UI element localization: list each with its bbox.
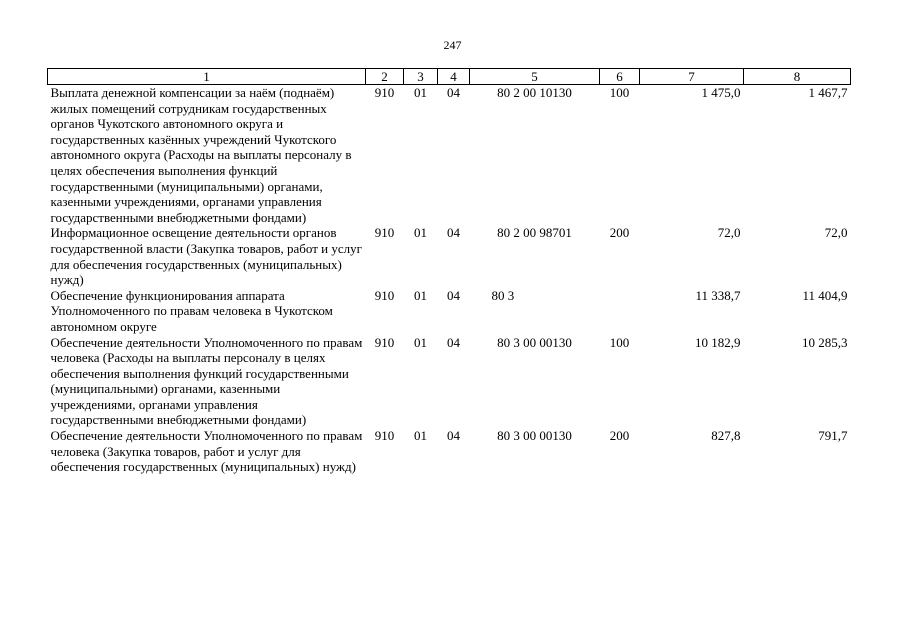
row-amount-col8: 11 404,9: [802, 287, 848, 303]
row-description: Информационное освещение деятельности органов государственной власти (Закупка товаров, работ и услуг для обеспечения государственных (муниципальных) нужд): [50, 225, 362, 288]
row-ministry-code: 910: [374, 225, 395, 241]
row-amount-col8: 10 285,3: [802, 334, 848, 350]
row-section-code: 01: [414, 287, 427, 303]
table-row: [48, 428, 851, 475]
row-target-article: 80 3 00 00130: [497, 334, 572, 350]
table-row: [48, 85, 851, 226]
column-header: 1: [48, 69, 366, 85]
row-subsection-code: 04: [447, 428, 460, 444]
column-header: 6: [600, 69, 640, 85]
column-header: 8: [744, 69, 851, 85]
column-header: 4: [438, 69, 470, 85]
row-subsection-code: 04: [447, 85, 460, 100]
row-section-code: 01: [414, 85, 427, 100]
row-amount-col8: 1 467,7: [808, 85, 848, 100]
row-expense-type: 100: [609, 334, 630, 350]
row-description: Обеспечение деятельности Уполномоченного по правам человека (Расходы на выплаты персоналу в целях обеспечения выполнения функций государственными (муниципальными) органами, казенными учреждениями, органами управления государственными внебюджетными фондами): [50, 334, 363, 428]
budget-table: [47, 68, 851, 475]
row-ministry-code: 910: [374, 334, 395, 350]
row-amount-col7: 10 182,9: [695, 334, 741, 350]
column-header: 3: [404, 69, 438, 85]
row-target-article: 80 3 00 00130: [497, 428, 572, 444]
page-number: 247: [443, 38, 462, 52]
row-description: Обеспечение деятельности Уполномоченного по правам человека (Закупка товаров, работ и услуг для обеспечения государственных (муниципальных) нужд): [50, 428, 363, 475]
row-amount-col7: 1 475,0: [701, 85, 741, 100]
row-subsection-code: 04: [447, 287, 460, 303]
row-expense-type: 200: [609, 225, 630, 241]
row-amount-col8: 72,0: [824, 225, 848, 241]
row-amount-col8: 791,7: [818, 428, 848, 444]
row-target-article: 80 3: [491, 287, 515, 303]
row-target-article: 80 2 00 10130: [497, 85, 572, 100]
column-header: 7: [640, 69, 744, 85]
row-amount-col7: 72,0: [717, 225, 741, 241]
header-row: [48, 69, 851, 85]
row-ministry-code: 910: [374, 428, 395, 444]
column-header: 2: [366, 69, 404, 85]
row-subsection-code: 04: [447, 334, 460, 350]
row-ministry-code: 910: [374, 85, 395, 100]
row-section-code: 01: [414, 334, 427, 350]
row-description: Обеспечение функционирования аппарата Уполномоченного по правам человека в Чукотском автономном округе: [50, 287, 333, 334]
row-expense-type: 200: [609, 428, 630, 444]
row-ministry-code: 910: [374, 287, 395, 303]
table-row: [48, 225, 851, 287]
row-amount-col7: 11 338,7: [695, 287, 741, 303]
row-subsection-code: 04: [447, 225, 460, 241]
row-section-code: 01: [414, 225, 427, 241]
row-expense-type: 100: [609, 85, 630, 100]
row-description: Выплата денежной компенсации за наём (поднаём) жилых помещений сотрудникам государственных органов Чукотского автономного округа и государственных казённых учреждений Чукотского автономного округа (Расходы на выплаты персоналу в целях обеспечения выполнения функций государственными (муниципальными) органами, казенными учреждениями, органами управления государственными внебюджетными фондами): [50, 85, 352, 225]
row-target-article: 80 2 00 98701: [497, 225, 572, 241]
table-row: [48, 288, 851, 335]
row-amount-col7: 827,8: [711, 428, 741, 444]
table-row: [48, 335, 851, 429]
row-section-code: 01: [414, 428, 427, 444]
row-expense-type: [600, 288, 640, 335]
column-header: 5: [470, 69, 600, 85]
